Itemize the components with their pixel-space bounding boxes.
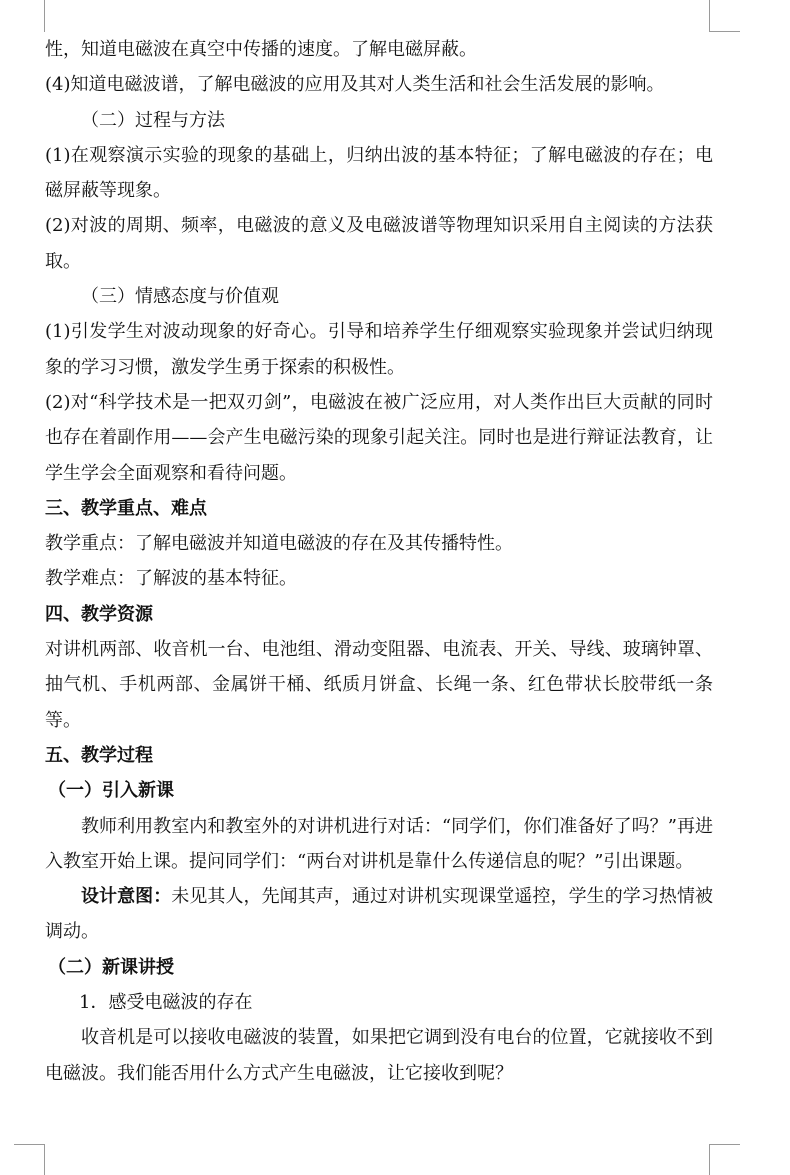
crop-mark-bottom-right-v [709, 1144, 710, 1175]
paragraph-key-point: 教学重点：了解电磁波并知道电磁波的存在及其传播特性。 [45, 533, 513, 555]
subheading-introduction: （一）引入新课 [48, 780, 174, 802]
paragraph-process-1: (1)在观察演示实验的现象的基础上，归纳出波的基本特征；了解电磁波的存在；电磁屏蔽等现象。 [45, 144, 713, 202]
heading-key-points: 三、教学重点、难点 [45, 497, 207, 519]
crop-mark-top-right-h [710, 31, 740, 32]
heading-teaching-process: 五、教学过程 [45, 744, 153, 766]
paragraph-item-1: 1．感受电磁波的存在 [79, 992, 253, 1014]
paragraph-objective-4: (4)知道电磁波谱，了解电磁波的应用及其对人类生活和社会生活发展的影响。 [45, 74, 665, 96]
crop-mark-top-left-v [44, 0, 45, 32]
crop-mark-top-right-v [709, 0, 710, 32]
paragraph-process-2: (2)对波的周期、频率，电磁波的意义及电磁波谱等物理知识采用自主阅读的方法获取。 [45, 215, 713, 272]
crop-mark-bottom-left-h [14, 1144, 44, 1145]
paragraph-design-intent [45, 879, 713, 950]
paragraph-difficult-point: 教学难点：了解波的基本特征。 [45, 568, 297, 590]
subheading-new-lesson: （二）新课讲授 [48, 956, 174, 978]
paragraph-introduction: 教师利用教室内和教室外的对讲机进行对话：“同学们，你们准备好了吗？”再进入教室开始上课。提问同学们：“两台对讲机是靠什么传递信息的呢？”引出课题。 [45, 815, 713, 872]
document-body [45, 32, 713, 1091]
section-process-method: （二）过程与方法 [81, 109, 225, 131]
paragraph-emotion-1: (1)引发学生对波动现象的好奇心。引导和培养学生仔细观察实验现象并尝试归纳现象的学习习惯，激发学生勇于探索的积极性。 [45, 321, 713, 378]
paragraph-continuation: 性，知道电磁波在真空中传播的速度。了解电磁屏蔽。 [45, 39, 477, 60]
paragraph-radio: 收音机是可以接收电磁波的装置，如果把它调到没有电台的位置，它就接收不到电磁波。我们能否用什么方式产生电磁波，让它接收到呢？ [45, 1027, 713, 1084]
design-intent-label: 设计意图： [81, 886, 172, 908]
crop-mark-bottom-left-v [44, 1144, 45, 1175]
section-emotion-values: （三）情感态度与价值观 [81, 286, 279, 308]
heading-resources: 四、教学资源 [45, 603, 153, 625]
design-intent-text: 未见其人，先闻其声，通过对讲机实现课堂遥控，学生的学习热情被调动。 [45, 886, 713, 943]
paragraph-emotion-2: (2)对“科学技术是一把双刃剑”，电磁波在被广泛应用，对人类作出巨大贡献的同时也存在着副作用——会产生电磁污染的现象引起关注。同时也是进行辩证法教育，让学生学会全面观察和看待问题。 [45, 391, 713, 484]
crop-mark-bottom-right-h [710, 1144, 740, 1145]
paragraph-resources: 对讲机两部、收音机一台、电池组、滑动变阻器、电流表、开关、导线、玻璃钟罩、抽气机、手机两部、金属饼干桶、纸质月饼盒、长绳一条、红色带状长胶带纸一条等。 [45, 639, 713, 731]
